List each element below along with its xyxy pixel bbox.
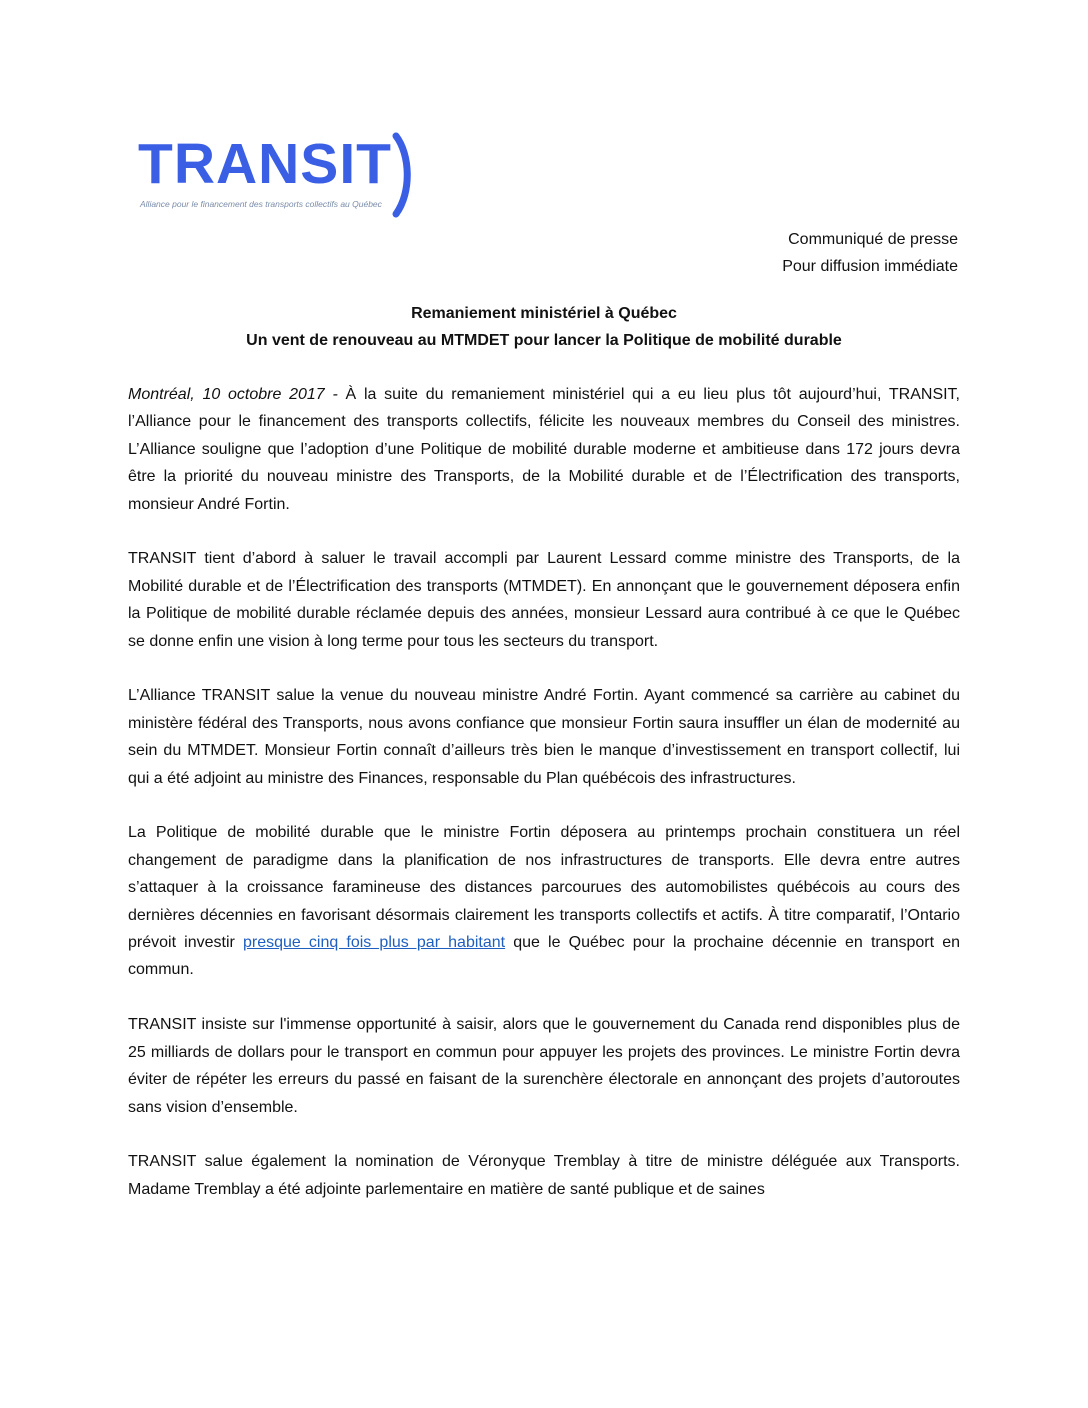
paragraph-1-text: À la suite du remaniement ministériel qui a eu lieu plus tôt aujourd’hui, TRANSIT, l’Alliance pour le financement des transports collectifs, félicite les nouveaux membres du Conseil des ministres. L’Alliance souligne que l’adoption d’une Politique de mobilité durable moderne et ambitieuse dans 172 jours devra être la priorité du nouveau ministre des Transports, de la Mobilité durable et de l’Électrification des transports, monsieur André Fortin. bbox=[128, 386, 961, 513]
paragraph-4 bbox=[128, 819, 960, 983]
paragraph-2: TRANSIT tient d’abord à saluer le travail accompli par Laurent Lessard comme ministre des Transports, de la Mobilité durable et de l’Électrification des transports (MTMDET). En annonçant que le gouvernement déposera enfin la Politique de mobilité durable réclamée depuis des années, monsieur Lessard aura contribué à ce que le Québec se donne enfin une vision à long terme pour tous les secteurs du transport. bbox=[128, 550, 960, 650]
paragraph-3: L’Alliance TRANSIT salue la venue du nouveau ministre André Fortin. Ayant commencé sa carrière au cabinet du ministère fédéral des Transports, nous avons confiance que monsieur Fortin saura insuffler un élan de modernité au sein du MTMDET. Monsieur Fortin connaît d’ailleurs très bien le manque d’investissement en transport collectif, lui qui a été adjoint au ministre des Finances, responsable du Plan québécois des infrastructures. bbox=[128, 687, 960, 787]
document-body bbox=[128, 381, 960, 1231]
logo-tagline: Alliance pour le financement des transports collectifs au Québec bbox=[140, 199, 382, 209]
paragraph-1 bbox=[128, 381, 960, 518]
comparison-link[interactable]: presque cinq fois plus par habitant bbox=[242, 934, 506, 952]
press-release-header bbox=[782, 226, 958, 280]
release-timing: Pour diffusion immédiate bbox=[782, 258, 958, 275]
dateline: Montréal, 10 octobre 2017 - bbox=[128, 386, 338, 403]
paragraph-4-text-after: que le Québec pour la prochaine décennie en transport en commun. bbox=[128, 934, 961, 979]
paragraph-6: TRANSIT salue également la nomination de Véronyque Tremblay à titre de ministre déléguée aux Transports. Madame Tremblay a été adjointe parlementaire en matière de santé publique et de saines bbox=[128, 1153, 960, 1198]
release-type: Communiqué de presse bbox=[788, 231, 958, 248]
transit-logo bbox=[138, 128, 428, 220]
paragraph-5: TRANSIT insiste sur l'immense opportunité à saisir, alors que le gouvernement du Canada rend disponibles plus de 25 milliards de dollars pour le transport en commun pour appuyer les projets des provinces. Le ministre Fortin devra éviter de répéter les erreurs du passé en faisant de la surenchère électorale en annonçant des projets d’autoroutes sans vision d’ensemble. bbox=[128, 1016, 960, 1116]
document-title bbox=[128, 300, 960, 354]
paragraph-4-text-before: La Politique de mobilité durable que le ministre Fortin déposera au printemps prochain constituera un réel changement de paradigme dans la planification de nos infrastructures de transports. Elle devra entre autres s’attaquer à la croissance faramineuse des distances parcourues des automobilistes québécois au cours des dernières décennies en favorisant désormais clairement les transports collectifs et actifs. À titre comparatif, l’Ontario prévoit investir bbox=[128, 824, 960, 952]
chevron-right-icon bbox=[390, 132, 418, 218]
title-line-1: Remaniement ministériel à Québec bbox=[411, 305, 677, 322]
title-line-2: Un vent de renouveau au MTMDET pour lancer la Politique de mobilité durable bbox=[246, 332, 842, 349]
logo-wordmark: TRANSIT bbox=[138, 132, 392, 196]
